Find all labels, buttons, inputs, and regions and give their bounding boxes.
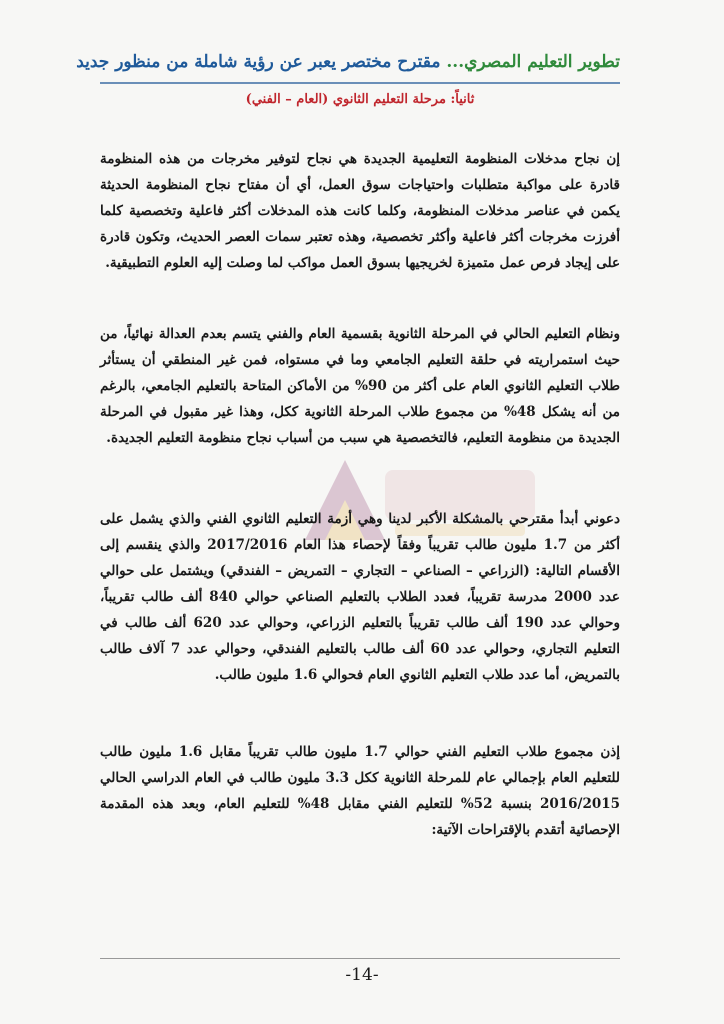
paragraph-3: دعوني أبدأ مقترحي بالمشكلة الأكبر لدينا وهي أزمة التعليم الثانوي الفني والذي يشمل على أكثر من 1.7 مليون طالب تقريباً وفقاً لإحصاء هذا العام 2017/2016 والذي ينقسم إلى الأقسام التالية: (الزراعي – الصناعي – التجاري – التمريض – الفندقي) ويشتمل على حوالي عدد 2000 مدرسة تقريباً، فعدد الطلاب بالتعليم الصناعي حوالي 840 ألف طالب تقريباً، وحوالي عدد 190 ألف طالب تقريباً بالتعليم الزراعي، وحوالي عدد 620 ألف طالب في التعليم التجاري، وحوالي عدد 60 ألف طالب بالتعليم الفندقي، وحوالي عدد 7 آلاف طالب بالتمريض، أما عدد طلاب التعليم الثانوي العام فحوالي 1.6 مليون طالب. — [100, 511, 620, 683]
paragraph-4: إذن مجموع طلاب التعليم الفني حوالي 1.7 مليون طالب تقريباً مقابل 1.6 مليون طالب للتعليم العام بإجمالي عام للمرحلة الثانوية ككل 3.3 مليون طالب في العام الدراسي الحالي 2016/2015 بنسبة 52% للتعليم الفني مقابل 48% للتعليم العام، وبعد هذه المقدمة الإحصائية أتقدم بالإقتراحات الآتية: — [100, 744, 621, 838]
page-number: -14- — [345, 965, 379, 985]
section-heading: ثانياً: مرحلة التعليم الثانوي (العام – الفني) — [245, 92, 475, 107]
paragraph-1: إن نجاح مدخلات المنظومة التعليمية الجديدة هي نجاح لتوفير مخرجات من هذه المنظومة قادرة على مواكبة متطلبات واحتياجات سوق العمل، أي أن مفتاح نجاح المنظومة الحديثة يكمن في عناصر مدخلات المنظومة، وكلما كانت هذه المدخلات أكثر فاعلية وتخصصية كلما أفرزت مخرجات أكثر فاعلية وأكثر تخصصية، وهذه تعتبر سمات العصر الحديث، وتكون قادرة على إيجاد فرص عمل متميزة لخريجيها بسوق العمل مواكب لما وصلت إليه العلوم التطبيقية. — [100, 151, 620, 271]
header-title-sub: مقترح مختصر يعبر عن رؤية شاملة من منظور جديد — [76, 52, 447, 72]
paragraph-2: ونظام التعليم الحالي في المرحلة الثانوية بقسمية العام والفني يتسم بعدم العدالة نهائياً، من حيث استمراريته في حلقة التعليم الجامعي وما في مستواه، فمن غير المنطقي أن يستأثر طلاب التعليم الثانوي العام على أكثر من 90% من الأماكن المتاحة بالتعليم الجامعي، بالرغم من أنه يشكل 48% من مجموع طلاب المرحلة الثانوية ككل، وهذا غير مقبول في المرحلة الجديدة من منظومة التعليم، فالتخصصية هي سبب من أسباب نجاح منظومة التعليم الجديدة. — [100, 326, 620, 446]
footer-divider — [100, 958, 620, 959]
header-title-main: تطوير التعليم المصري... — [446, 52, 620, 72]
header-divider — [100, 82, 620, 84]
running-header — [76, 52, 620, 72]
